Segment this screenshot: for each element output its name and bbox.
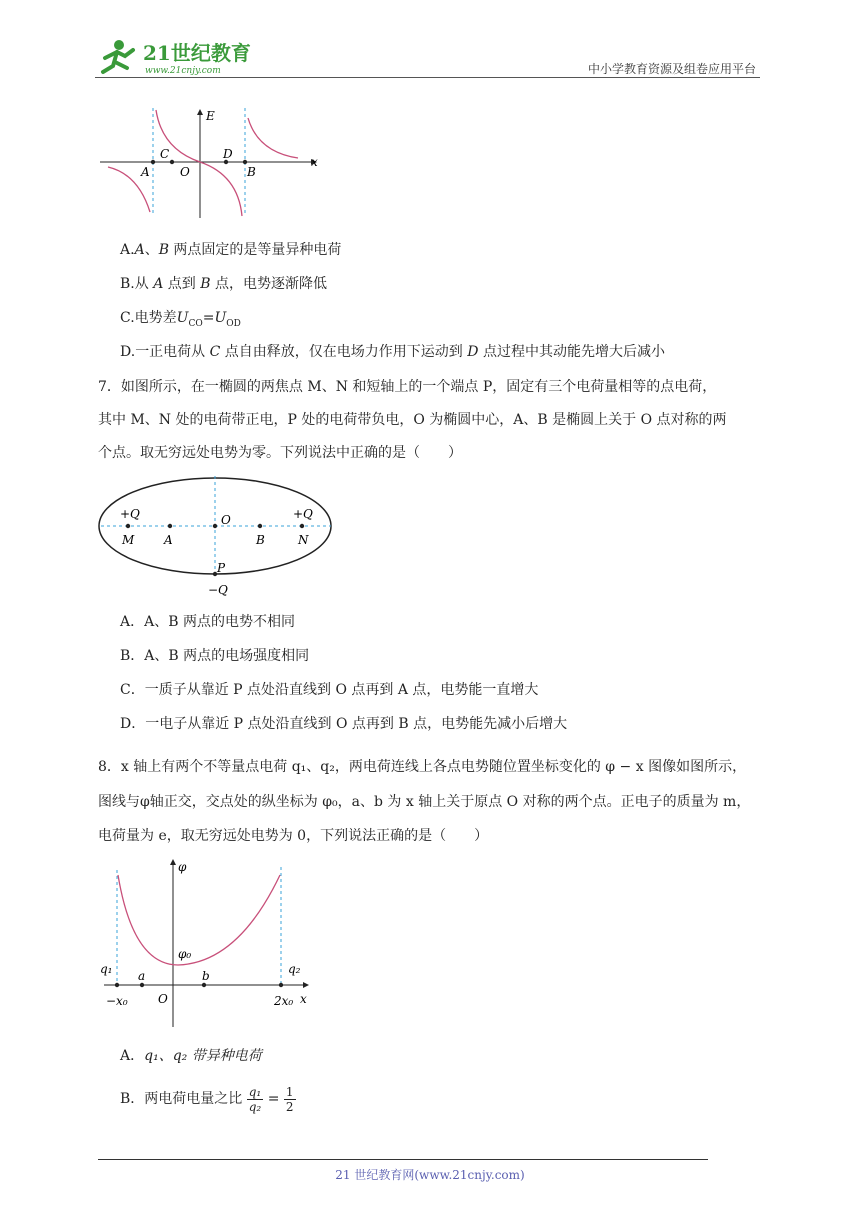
- point-n: [300, 524, 304, 528]
- label-e: E: [206, 109, 215, 123]
- figure-phi-x-graph: [98, 855, 318, 1033]
- q6-option-d: D.一正电荷从 C 点自由释放，仅在电场力作用下运动到 D 点过程中其动能先增大后减小: [120, 344, 665, 360]
- point-o: [213, 524, 217, 528]
- point-b: [258, 524, 262, 528]
- runner-icon: [103, 40, 133, 72]
- label-minus-q: −Q: [208, 583, 228, 597]
- q8-line-3: 电荷量为 e，取无穷远处电势为 0，下列说法正确的是（ ）: [98, 828, 489, 844]
- label-b: b: [202, 969, 210, 983]
- label-phi0: φ₀: [178, 947, 192, 961]
- label-d: D: [223, 147, 233, 161]
- footer-divider: [98, 1159, 708, 1160]
- label-a: a: [138, 969, 146, 983]
- label-neg-x0: −x₀: [106, 994, 128, 1008]
- point-b: [202, 983, 206, 987]
- point-b: [243, 160, 247, 164]
- point-c: [170, 160, 174, 164]
- q7-line-3: 个点。取无穷远处电势为零。下列说法中正确的是（ ）: [98, 445, 462, 461]
- q7-line-2: 其中 M、N 处的电荷带正电，P 处的电荷带负电，O 为椭圆中心，A、B 是椭圆上关于 O 点对称的两: [98, 412, 727, 428]
- label-a: A: [164, 533, 173, 547]
- curve-right: [248, 118, 298, 158]
- point-q1: [115, 983, 119, 987]
- label-b: B: [247, 165, 256, 179]
- label-phi: φ: [178, 860, 187, 874]
- label-plus-q-right: +Q: [293, 507, 313, 521]
- footer-source: 21 世纪教育网(www.21cnjy.com): [335, 1168, 525, 1182]
- curve-middle: [156, 110, 242, 216]
- label-q2: q₂: [288, 962, 301, 976]
- site-logo: [95, 38, 260, 76]
- q7-option-d: D．一电子从靠近 P 点处沿直线到 O 点再到 B 点，电势能先减小后增大: [120, 716, 568, 732]
- label-origin: O: [158, 992, 168, 1006]
- fraction-one-half: $\frac{1}{2}$: [285, 1084, 294, 1114]
- logo-url: www.21cnjy.com: [145, 66, 221, 76]
- fraction-q1-q2: $\frac{\text{q₁}}{\text{q₂}}$: [248, 1084, 262, 1114]
- label-n: N: [298, 533, 309, 547]
- point-q2: [279, 983, 283, 987]
- q7-option-b: B．A、B 两点的电场强度相同: [120, 648, 310, 664]
- label-o: O: [180, 165, 190, 179]
- point-a: [140, 983, 144, 987]
- q8-line-2: 图线与φ轴正交，交点处的纵坐标为 φ₀，a、b 为 x 轴上关于原点 O 对称的两个点。正电子的质量为 m，: [98, 794, 751, 810]
- figure-ellipse: [98, 474, 338, 600]
- q6-option-b: B.从 A 点到 B 点，电势逐渐降低: [120, 276, 327, 292]
- platform-title: 中小学教育资源及组卷应用平台: [587, 62, 756, 76]
- q7-line-1: 7．如图所示，在一椭圆的两焦点 M、N 和短轴上的一个端点 P，固定有三个电荷量相等的点电荷，: [98, 379, 717, 395]
- label-a: A: [141, 165, 150, 179]
- q7-option-c: C．一质子从靠近 P 点处沿直线到 O 点再到 A 点，电势能一直增大: [120, 682, 539, 698]
- q7-option-a: A．A、B 两点的电势不相同: [120, 614, 295, 630]
- point-a: [151, 160, 155, 164]
- point-a: [168, 524, 172, 528]
- label-x: x: [300, 992, 307, 1006]
- label-q1: q₁: [100, 962, 113, 976]
- q8-option-a: A．q₁、q₂ 带异种电荷: [120, 1048, 262, 1064]
- point-m: [126, 524, 130, 528]
- q6-option-a: A.A、B 两点固定的是等量异种电荷: [120, 242, 342, 258]
- logo-text: 21世纪教育: [143, 41, 251, 65]
- label-c: C: [160, 147, 170, 161]
- label-o: O: [221, 513, 231, 527]
- q8-option-b: B．两电荷电量之比 $\frac{\text{q₁}}{\text{q₂}}$ = $\frac{1}{2}$: [120, 1084, 294, 1114]
- q8-line-1: 8．x 轴上有两个不等量点电荷 q₁、q₂，两电荷连线上各点电势随位置坐标变化的 φ − x 图像如图所示，: [98, 759, 747, 775]
- label-p: P: [217, 561, 226, 575]
- label-m: M: [122, 533, 135, 547]
- label-plus-q-left: +Q: [120, 507, 140, 521]
- q6-option-c: C.电势差$U_{CO}=U_{OD}$: [120, 310, 241, 329]
- header-divider: [95, 77, 760, 78]
- label-x: x: [311, 155, 318, 169]
- label-b: B: [256, 533, 265, 547]
- label-2x0: 2x₀: [274, 994, 294, 1008]
- potential-curve: [118, 875, 280, 965]
- figure-e-x-graph: [98, 104, 323, 222]
